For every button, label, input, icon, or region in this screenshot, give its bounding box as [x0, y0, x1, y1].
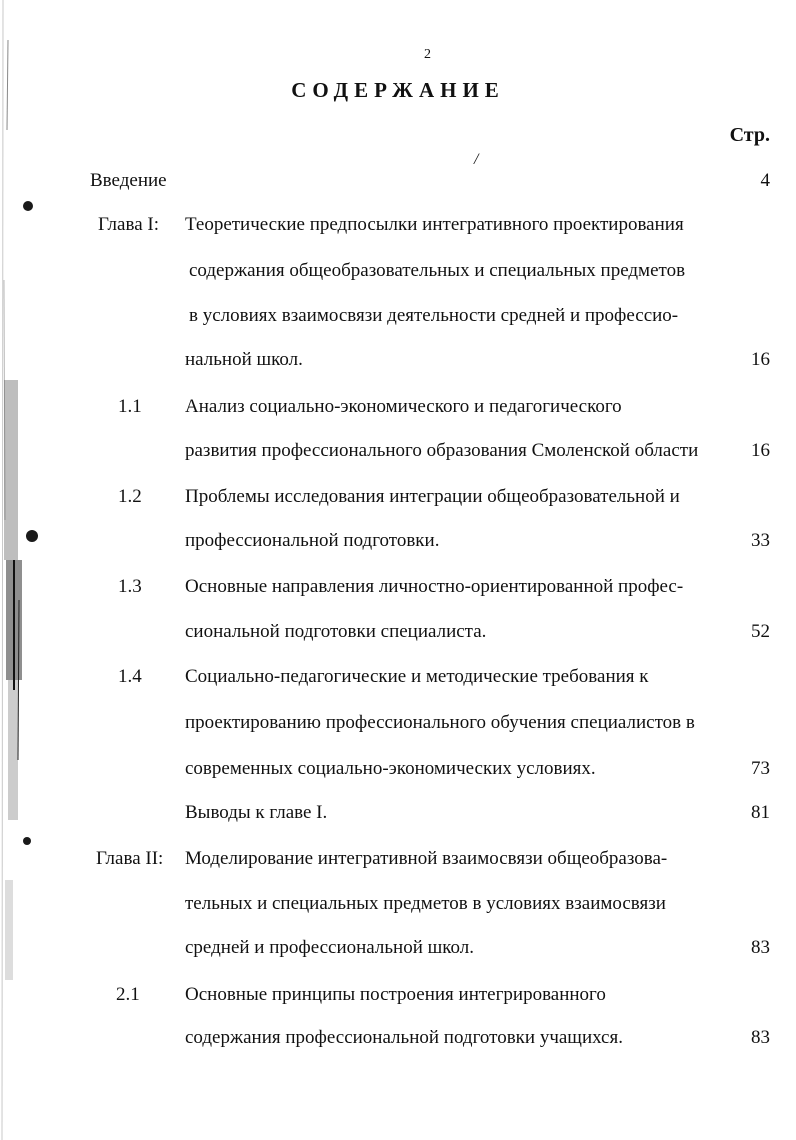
toc-label-section-1-2: 1.2 — [118, 486, 142, 507]
toc-text-line: Выводы к главе I. — [185, 802, 328, 823]
toc-page-section-1-3: 52 — [751, 621, 770, 642]
stray-mark: / — [474, 151, 479, 168]
page-column-header: Стр. — [729, 124, 770, 146]
toc-page-chapter-1: 16 — [751, 349, 770, 370]
toc-label-section-1-1: 1.1 — [118, 396, 142, 417]
toc-page-intro: 4 — [760, 170, 770, 191]
scan-edge-artifacts — [0, 0, 44, 1140]
toc-page-section-1-2: 33 — [751, 530, 770, 551]
toc-label-section-1-4: 1.4 — [118, 666, 142, 687]
toc-page-section-1-1: 16 — [751, 440, 770, 461]
toc-text-line: сиональной подготовки специалиста. — [185, 621, 487, 642]
toc-page-section-1-4: 73 — [751, 758, 770, 779]
toc-text-line: Проблемы исследования интеграции общеобразовательной и — [185, 486, 680, 507]
toc-text-line: содержания профессиональной подготовки учащихся. — [185, 1027, 623, 1048]
toc-label-chapter-2: Глава II: — [96, 848, 164, 869]
toc-text-line: средней и профессиональной школ. — [185, 937, 475, 958]
toc-text-line: в условиях взаимосвязи деятельности средней и профессио- — [189, 305, 679, 326]
toc-text-line: тельных и специальных предметов в условиях взаимосвязи — [185, 893, 666, 914]
toc-text-line: нальной школ. — [185, 349, 303, 370]
toc-label-intro: Введение — [90, 170, 167, 191]
toc-text-line: Основные принципы построения интегрированного — [185, 984, 606, 1005]
toc-text-line: современных социально-экономических условиях. — [185, 758, 596, 779]
toc-page-conclusions-1: 81 — [751, 802, 770, 823]
toc-text-line: профессиональной подготовки. — [185, 530, 440, 551]
toc-text-line: Анализ социально-экономического и педагогического — [185, 396, 622, 417]
toc-text-line: Социально-педагогические и методические требования к — [185, 666, 649, 687]
toc-text-line: содержания общеобразовательных и специальных предметов — [189, 260, 686, 281]
toc-text-line: проектированию профессионального обучения специалистов в — [185, 712, 695, 733]
toc-text-line: развития профессионального образования Смоленской области — [185, 440, 699, 461]
toc-text-line: Моделирование интегративной взаимосвязи общеобразова- — [185, 848, 668, 869]
toc-page-section-2-1: 83 — [751, 1027, 770, 1048]
toc-label-section-2-1: 2.1 — [116, 984, 140, 1005]
toc-text-line: Теоретические предпосылки интегративного проектирования — [185, 214, 684, 235]
toc-page-chapter-2: 83 — [751, 937, 770, 958]
page-number: 2 — [424, 47, 431, 62]
toc-label-section-1-3: 1.3 — [118, 576, 142, 597]
toc-label-chapter-1: Глава I: — [98, 214, 159, 235]
toc-text-line: Основные направления личностно-ориентированной профес- — [185, 576, 684, 597]
page-title: СОДЕРЖАНИЕ — [291, 78, 505, 102]
